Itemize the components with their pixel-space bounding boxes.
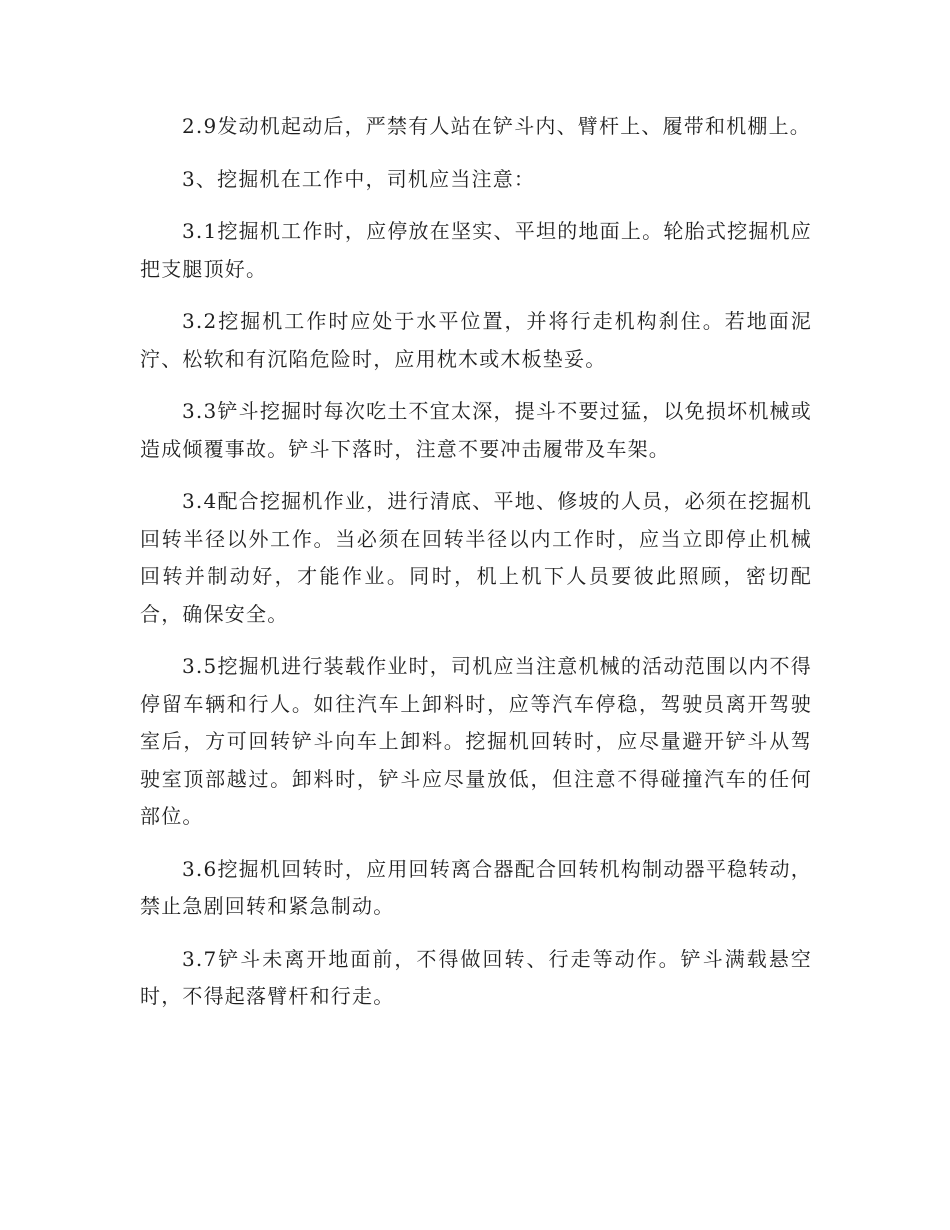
paragraph-3-3: 3.3铲斗挖掘时每次吃土不宜太深，提斗不要过猛，以免损坏机械或造成倾覆事故。铲斗下落时，注意不要冲击履带及车架。 <box>140 399 812 461</box>
paragraph-3-7: 3.7铲斗未离开地面前，不得做回转、行走等动作。铲斗满载悬空时，不得起落臂杆和行走。 <box>140 946 812 1008</box>
section-3-heading: 3、挖掘机在工作中，司机应当注意： <box>182 166 536 191</box>
paragraph-3-2: 3.2挖掘机工作时应处于水平位置，并将行走机构刹住。若地面泥泞、松软和有沉陷危险时，应用枕木或木板垫妥。 <box>140 309 812 371</box>
paragraph-3-4: 3.4配合挖掘机作业，进行清底、平地、修坡的人员，必须在挖掘机回转半径以外工作。当必须在回转半径以内工作时，应当立即停止机械回转并制动好，才能作业。同时，机上机下人员要彼此照顾，密切配合，确保安全。 <box>140 489 812 626</box>
paragraph-3-1: 3.1挖掘机工作时，应停放在坚实、平坦的地面上。轮胎式挖掘机应把支腿顶好。 <box>140 219 812 281</box>
paragraph-3-6: 3.6挖掘机回转时，应用回转离合器配合回转机构制动器平稳转动，禁止急剧回转和紧急制动。 <box>140 856 812 918</box>
paragraph-2-9: 2.9发动机起动后，严禁有人站在铲斗内、臂杆上、履带和机棚上。 <box>182 114 812 138</box>
document-body <box>140 108 812 1031</box>
paragraph-3-5: 3.5挖掘机进行装载作业时，司机应当注意机械的活动范围以内不得停留车辆和行人。如往汽车上卸料时，应等汽车停稳，驾驶员离开驾驶室后，方可回转铲斗向车上卸料。挖掘机回转时，应尽量避开铲斗从驾驶室顶部越过。卸料时，铲斗应尽量放低，但注意不得碰撞汽车的任何部位。 <box>140 654 812 828</box>
